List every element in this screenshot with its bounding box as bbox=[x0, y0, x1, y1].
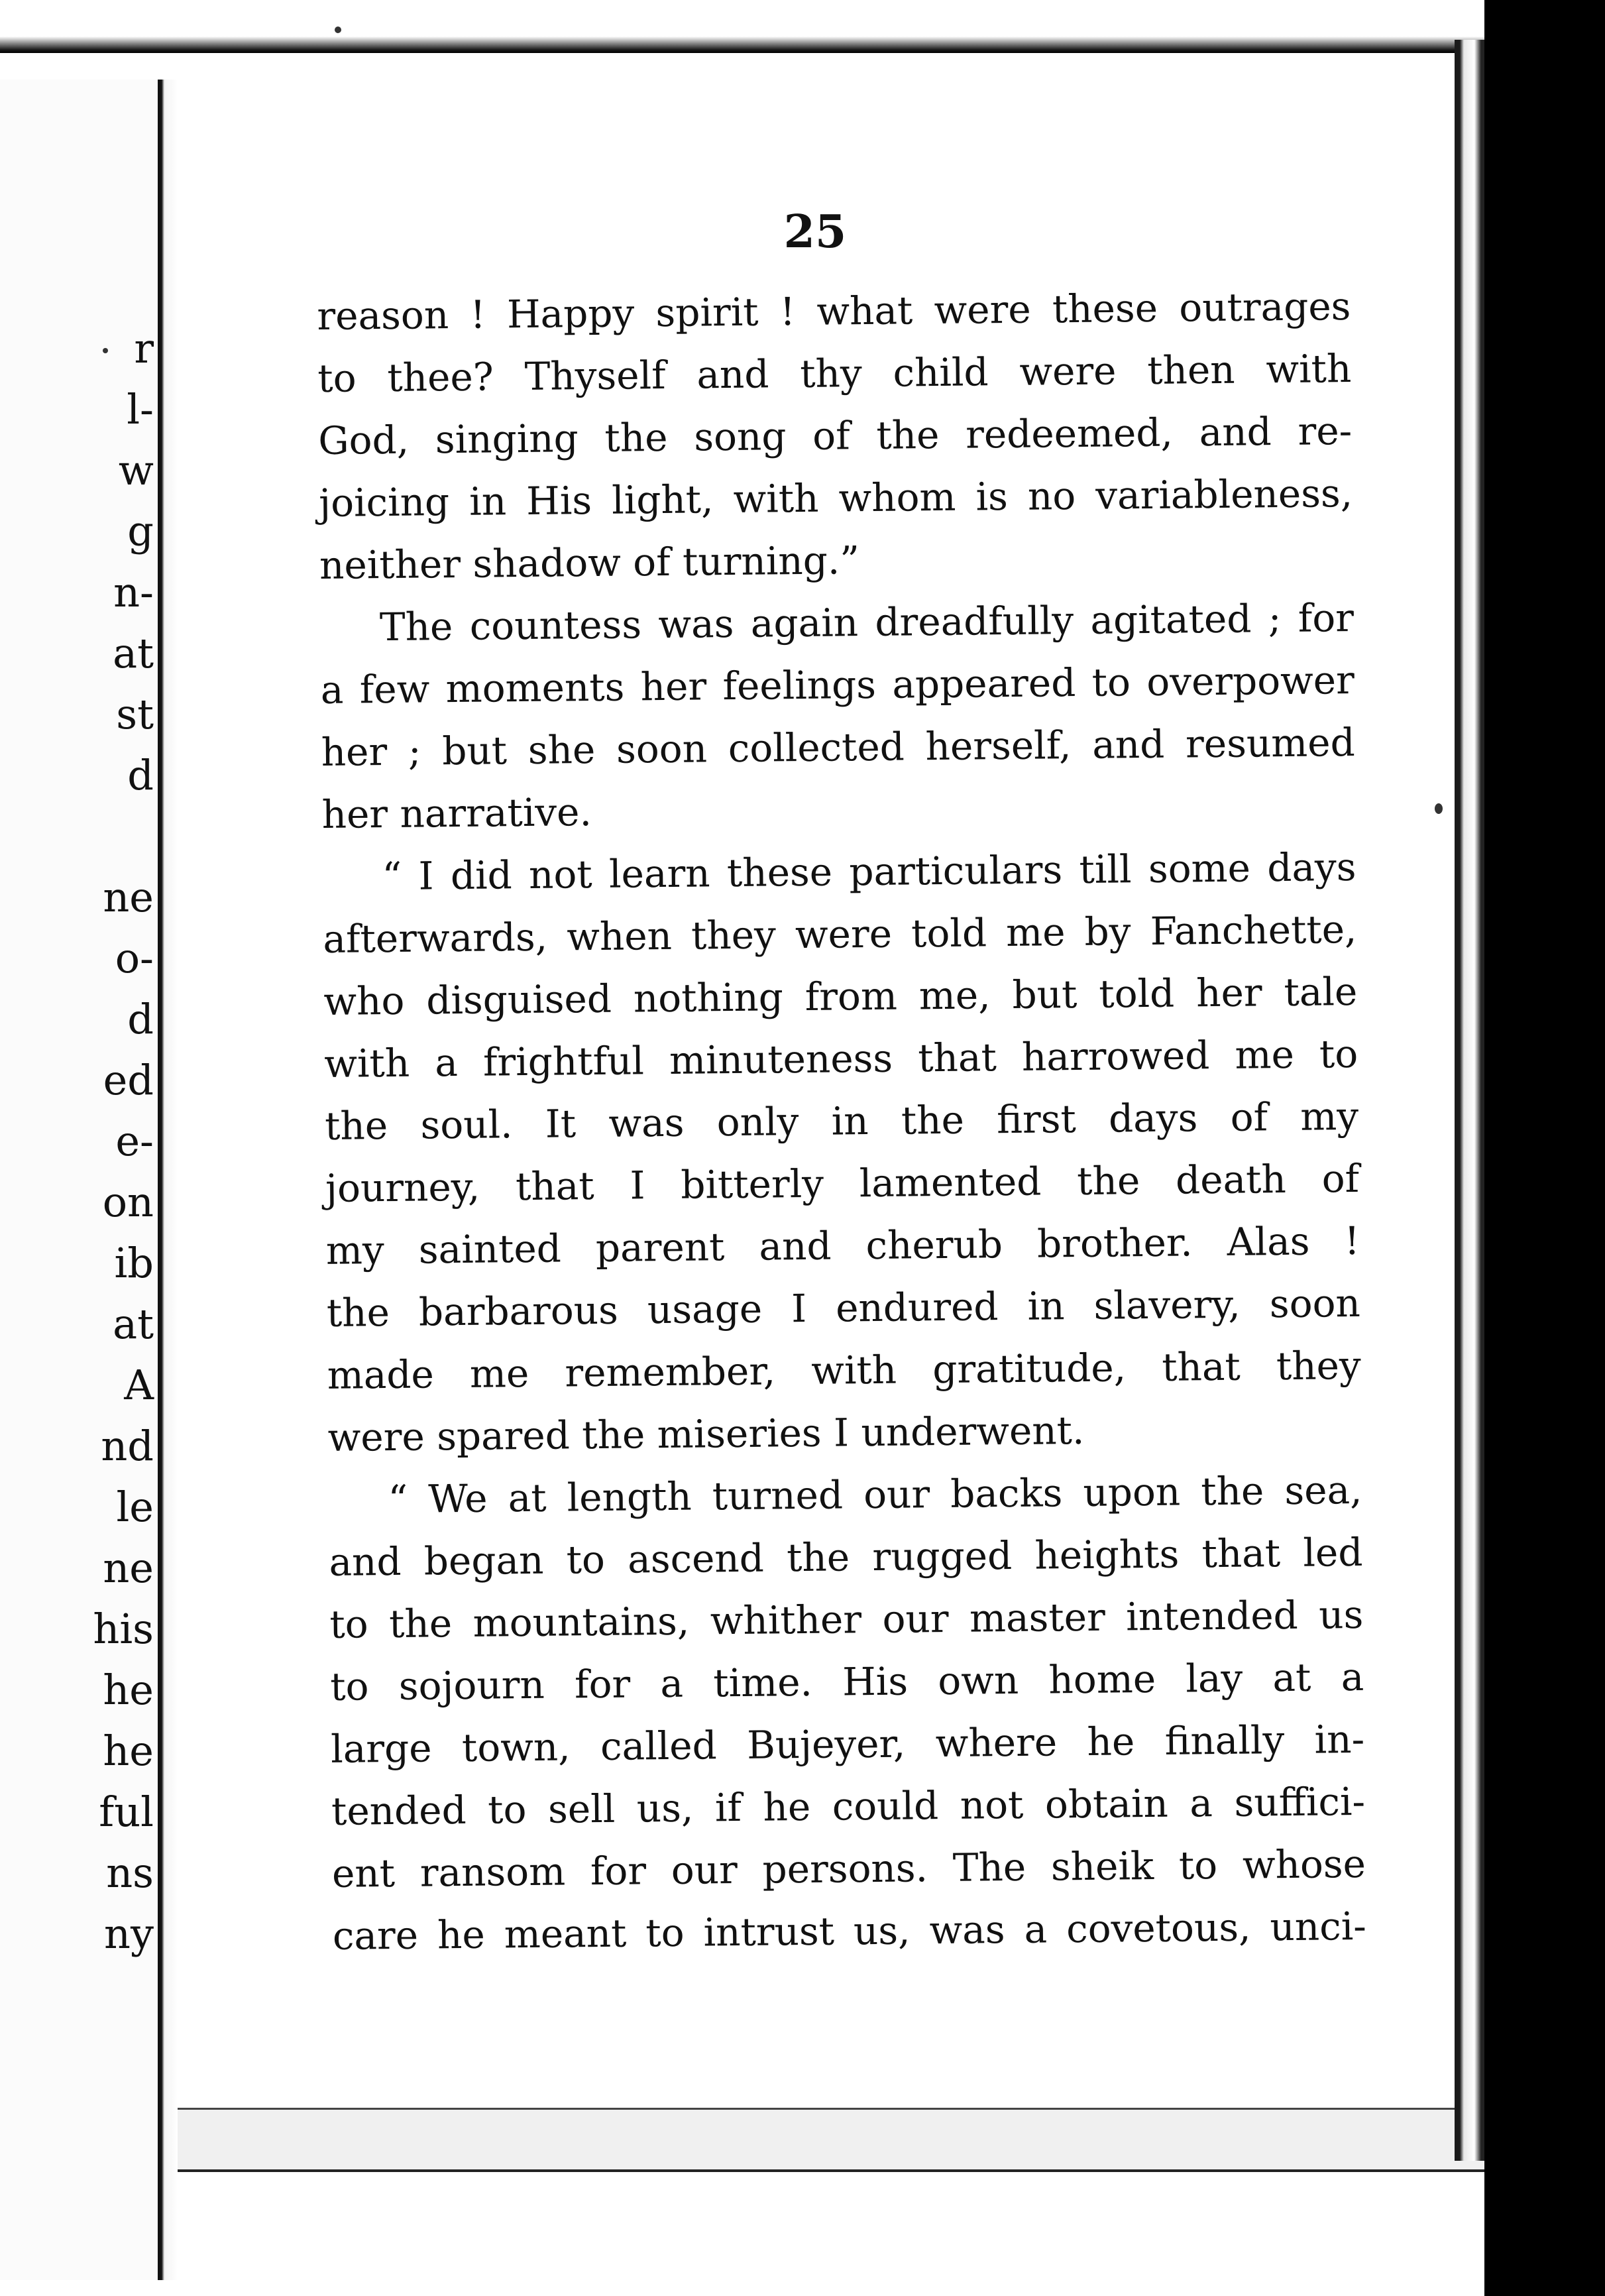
ink-speck bbox=[103, 348, 108, 353]
ink-speck bbox=[1435, 803, 1443, 814]
text-line: the barbarous usage I endured in slavery, soon bbox=[326, 1280, 1361, 1336]
left-page-fragment: g bbox=[127, 507, 154, 555]
text-line: who disguised nothing from me, but told her tale bbox=[323, 968, 1358, 1024]
page-bottom-edge bbox=[178, 2108, 1486, 2172]
left-page-fragment: w bbox=[118, 446, 154, 494]
left-page-line-endings bbox=[0, 318, 159, 1965]
text-line: care he meant to intrust us, was a covetous, unci- bbox=[332, 1903, 1367, 1959]
book-cover-board bbox=[1484, 0, 1605, 2296]
page-body-text bbox=[317, 275, 1366, 1967]
text-line: were spared the miseries I underwent. bbox=[327, 1407, 1085, 1460]
left-page-fragment: st bbox=[116, 690, 154, 738]
left-page-fragment: ib bbox=[114, 1239, 154, 1287]
text-line: “ I did not learn these particulars till some days bbox=[382, 844, 1356, 899]
text-line: with a frightful minuteness that harrowed me to bbox=[323, 1031, 1358, 1086]
left-page-fragment: on bbox=[102, 1178, 154, 1226]
text-line: to sojourn for a time. His own home lay at a bbox=[329, 1654, 1364, 1709]
left-page-fragment: d bbox=[127, 995, 154, 1043]
text-line: a few moments her feelings appeared to overpower bbox=[320, 657, 1355, 713]
text-line: reason ! Happy spirit ! what were these outrages bbox=[317, 284, 1351, 339]
text-line: her ; but she soon collected herself, and resumed bbox=[321, 719, 1356, 775]
left-page-fragment: l- bbox=[127, 385, 154, 433]
text-line: made me remember, with gratitude, that they bbox=[327, 1342, 1362, 1398]
left-page-fragment: d bbox=[127, 751, 154, 799]
ink-speck bbox=[335, 27, 341, 33]
text-line: “ We at length turned our backs upon the sea, bbox=[388, 1467, 1362, 1522]
left-page-fragment: ne bbox=[103, 1544, 154, 1592]
left-page-fragment: he bbox=[103, 1727, 154, 1775]
text-line: afterwards, when they were told me by Fanchette, bbox=[323, 906, 1357, 962]
text-line: tended to sell us, if he could not obtain a suffici- bbox=[331, 1778, 1366, 1834]
left-page-fragment: at bbox=[113, 629, 154, 677]
text-line: ent ransom for our persons. The sheik to whose bbox=[331, 1841, 1366, 1896]
left-page-fragment: his bbox=[93, 1605, 154, 1653]
left-page-fragment: ful bbox=[99, 1788, 154, 1836]
text-line: to thee? Thyself and thy child were then with bbox=[317, 346, 1352, 401]
text-line: my sainted parent and cherub brother. Alas ! bbox=[325, 1218, 1360, 1273]
left-page-fragment: nd bbox=[101, 1422, 154, 1470]
left-page-fragment: he bbox=[103, 1666, 154, 1714]
text-line: the soul. It was only in the first days of my bbox=[324, 1093, 1359, 1149]
page-number: 25 bbox=[783, 205, 847, 258]
text-line: large town, called Bujeyer, where he finally in- bbox=[330, 1716, 1365, 1772]
left-page-fragment: ne bbox=[103, 873, 154, 921]
text-line: The countess was again dreadfully agitated ; for bbox=[379, 595, 1355, 650]
left-page-fragment: ed bbox=[103, 1056, 154, 1104]
text-line: God, singing the song of the redeemed, and re- bbox=[317, 408, 1353, 463]
text-line: joicing in His light, with whom is no variableness, bbox=[318, 471, 1353, 526]
text-line: neither shadow of turning.” bbox=[319, 538, 860, 588]
left-page-fragment: ny bbox=[104, 1910, 154, 1958]
text-line: journey, that I bitterly lamented the death of bbox=[325, 1155, 1360, 1211]
text-line: her narrative. bbox=[321, 789, 592, 837]
left-page-fragment: at bbox=[113, 1300, 154, 1348]
left-page-fragment: o- bbox=[115, 934, 154, 982]
left-page-fragment: n- bbox=[113, 568, 154, 616]
left-page-fragment: e- bbox=[115, 1117, 154, 1165]
page-fore-edge bbox=[1455, 40, 1484, 2161]
left-page-fragment: le bbox=[116, 1483, 154, 1531]
left-page-fragment: ns bbox=[106, 1849, 154, 1897]
scan-top-border bbox=[0, 0, 1484, 53]
book-gutter bbox=[158, 80, 178, 2280]
left-page-fragment: r bbox=[134, 324, 154, 373]
text-line: and began to ascend the rugged heights that led bbox=[329, 1529, 1363, 1585]
left-page-fragment: A bbox=[124, 1361, 154, 1409]
left-page-fragment bbox=[0, 806, 159, 867]
text-line: to the mountains, whither our master intended us bbox=[329, 1591, 1364, 1647]
